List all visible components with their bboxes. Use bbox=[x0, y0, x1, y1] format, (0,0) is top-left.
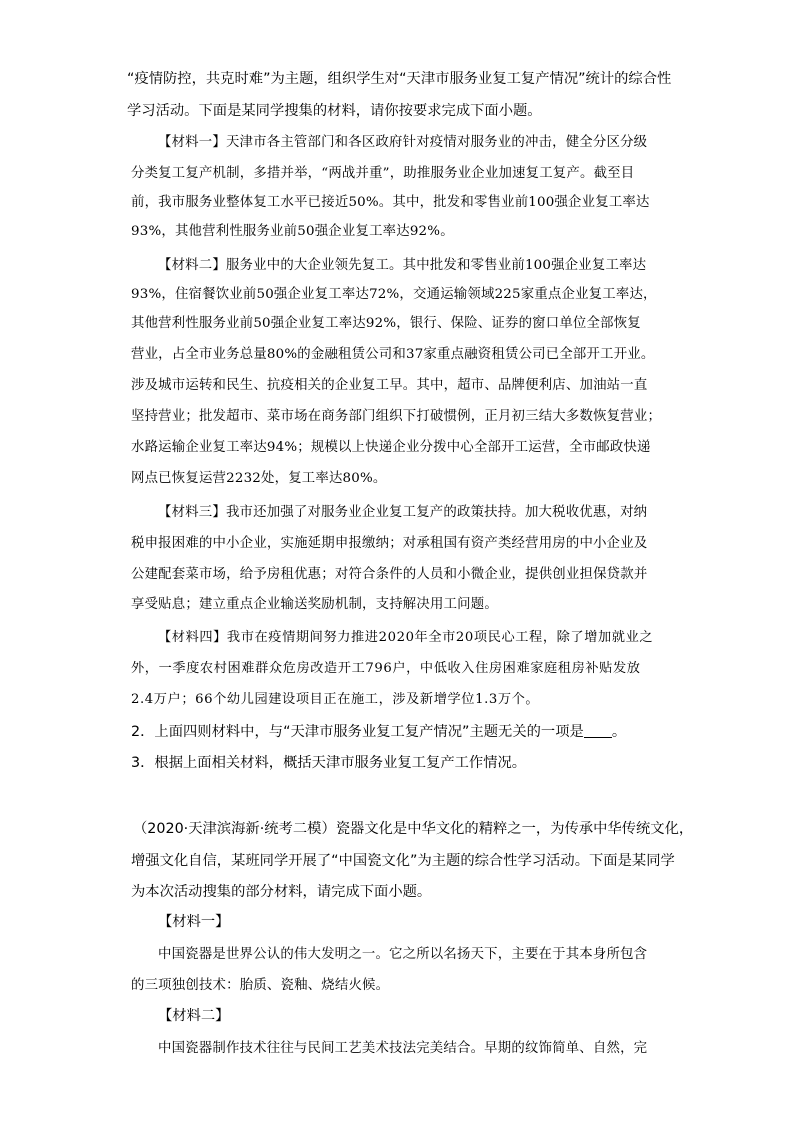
porcelain-material-one-line: 的三项独创技术：胎质、瓷釉、烧结火候。 bbox=[131, 978, 390, 993]
material-two-line: 涉及城市运转和民生、抗疫相关的企业复工早。其中，超市、品牌便利店、加油站一直 bbox=[131, 378, 648, 393]
material-one-line: 93%，其他营利性服务业前50强企业复工率达92%。 bbox=[131, 224, 454, 239]
question-two-text: 2．上面四则材料中，与“天津市服务业复工复产情况”主题无关的一项是 bbox=[131, 724, 584, 740]
porcelain-material-one-line: 中国瓷器是世界公认的伟大发明之一。它之所以名扬天下，主要在于其本身所包含 bbox=[158, 947, 648, 962]
material-one-line: 【材料一】天津市各主管部门和各区政府针对疫情对服务业的冲击，健全分区分级 bbox=[158, 135, 648, 150]
material-three-line: 公建配套菜市场，给予房租优惠；对符合条件的人员和小微企业，提供创业担保贷款并 bbox=[131, 567, 648, 582]
section-two-intro-line: 为本次活动搜集的部分材料，请完成下面小题。 bbox=[131, 884, 432, 900]
question-three: 3．根据上面相关材料，概括天津市服务业复工复产工作情况。 bbox=[131, 755, 527, 771]
material-two-line: 93%，住宿餐饮业前50强企业复工率达72%，交通运输领域225家重点企业复工率达， bbox=[131, 287, 657, 302]
material-four-line: 【材料四】我市在疫情期间努力推进2020年全市20项民心工程，除了增加就业之 bbox=[158, 630, 654, 645]
material-four-line: 2.4万户；66个幼儿园建设项目正在施工，涉及新增学位1.3万个。 bbox=[131, 692, 540, 707]
question-two-end: 。 bbox=[611, 724, 627, 740]
material-two-line: 营业，占全市业务总量80%的金融租赁公司和37家重点融资租赁公司已全部开工开业。 bbox=[131, 347, 655, 362]
section-two-intro-line: 增强文化自信，某班同学开展了“中国瓷文化”为主题的综合性学习活动。下面是某同学 bbox=[131, 853, 675, 869]
material-two-line: 坚持营业；批发超市、菜市场在商务部门组织下打破惯例，正月初三结大多数恢复营业； bbox=[131, 409, 662, 424]
material-one-line: 分类复工复产机制，多措并举，“两战并重”，助推服务业企业加速复工复产。截至目 bbox=[131, 166, 635, 181]
answer-blank[interactable] bbox=[584, 719, 612, 738]
material-one-line: 前，我市服务业整体复工水平已接近50%。其中，批发和零售业前100强企业复工率达 bbox=[131, 195, 650, 210]
material-two-line: 【材料二】服务业中的大企业领先复工。其中批发和零售业前100强企业复工率达 bbox=[158, 258, 647, 273]
material-three-line: 享受贴息；建立重点企业输送奖励机制，支持解决用工问题。 bbox=[131, 597, 498, 612]
material-two-line: 网点已恢复运营2232处，复工率达80%。 bbox=[131, 471, 387, 486]
material-two-title: 【材料二】 bbox=[158, 1008, 230, 1024]
section-two-intro-line: （2020·天津滨海新·统考二模）瓷器文化是中华文化的精粹之一，为传承中华传统文化， bbox=[133, 821, 694, 837]
material-two-line: 其他营利性服务业前50强企业复工率达92%，银行、保险、证券的窗口单位全部恢复 bbox=[131, 316, 641, 331]
material-four-line: 外，一季度农村困难群众危房改造开工796户，中低收入住房困难家庭租房补贴发放 bbox=[131, 661, 641, 676]
material-three-line: 税申报困难的中小企业，实施延期申报缴纳；对承租国有资产类经营用房的中小企业及 bbox=[131, 536, 648, 551]
intro-line: “疫情防控，共克时难”为主题，组织学生对“天津市服务业复工复产情况”统计的综合性 bbox=[127, 71, 672, 87]
question-two bbox=[0, 716, 794, 748]
material-three-line: 【材料三】我市还加强了对服务业企业复工复产的政策扶持。加大税收优惠，对纳 bbox=[158, 505, 648, 520]
material-two-line: 水路运输企业复工率达94%；规模以上快递企业分拨中心全部开工运营，全市邮政快递 bbox=[131, 440, 651, 455]
material-one-title: 【材料一】 bbox=[158, 914, 230, 930]
porcelain-material-two-line: 中国瓷器制作技术往往与民间工艺美术技法完美结合。早期的纹饰简单、自然，完 bbox=[158, 1041, 648, 1056]
intro-line: 学习活动。下面是某同学搜集的材料，请你按要求完成下面小题。 bbox=[127, 103, 542, 119]
